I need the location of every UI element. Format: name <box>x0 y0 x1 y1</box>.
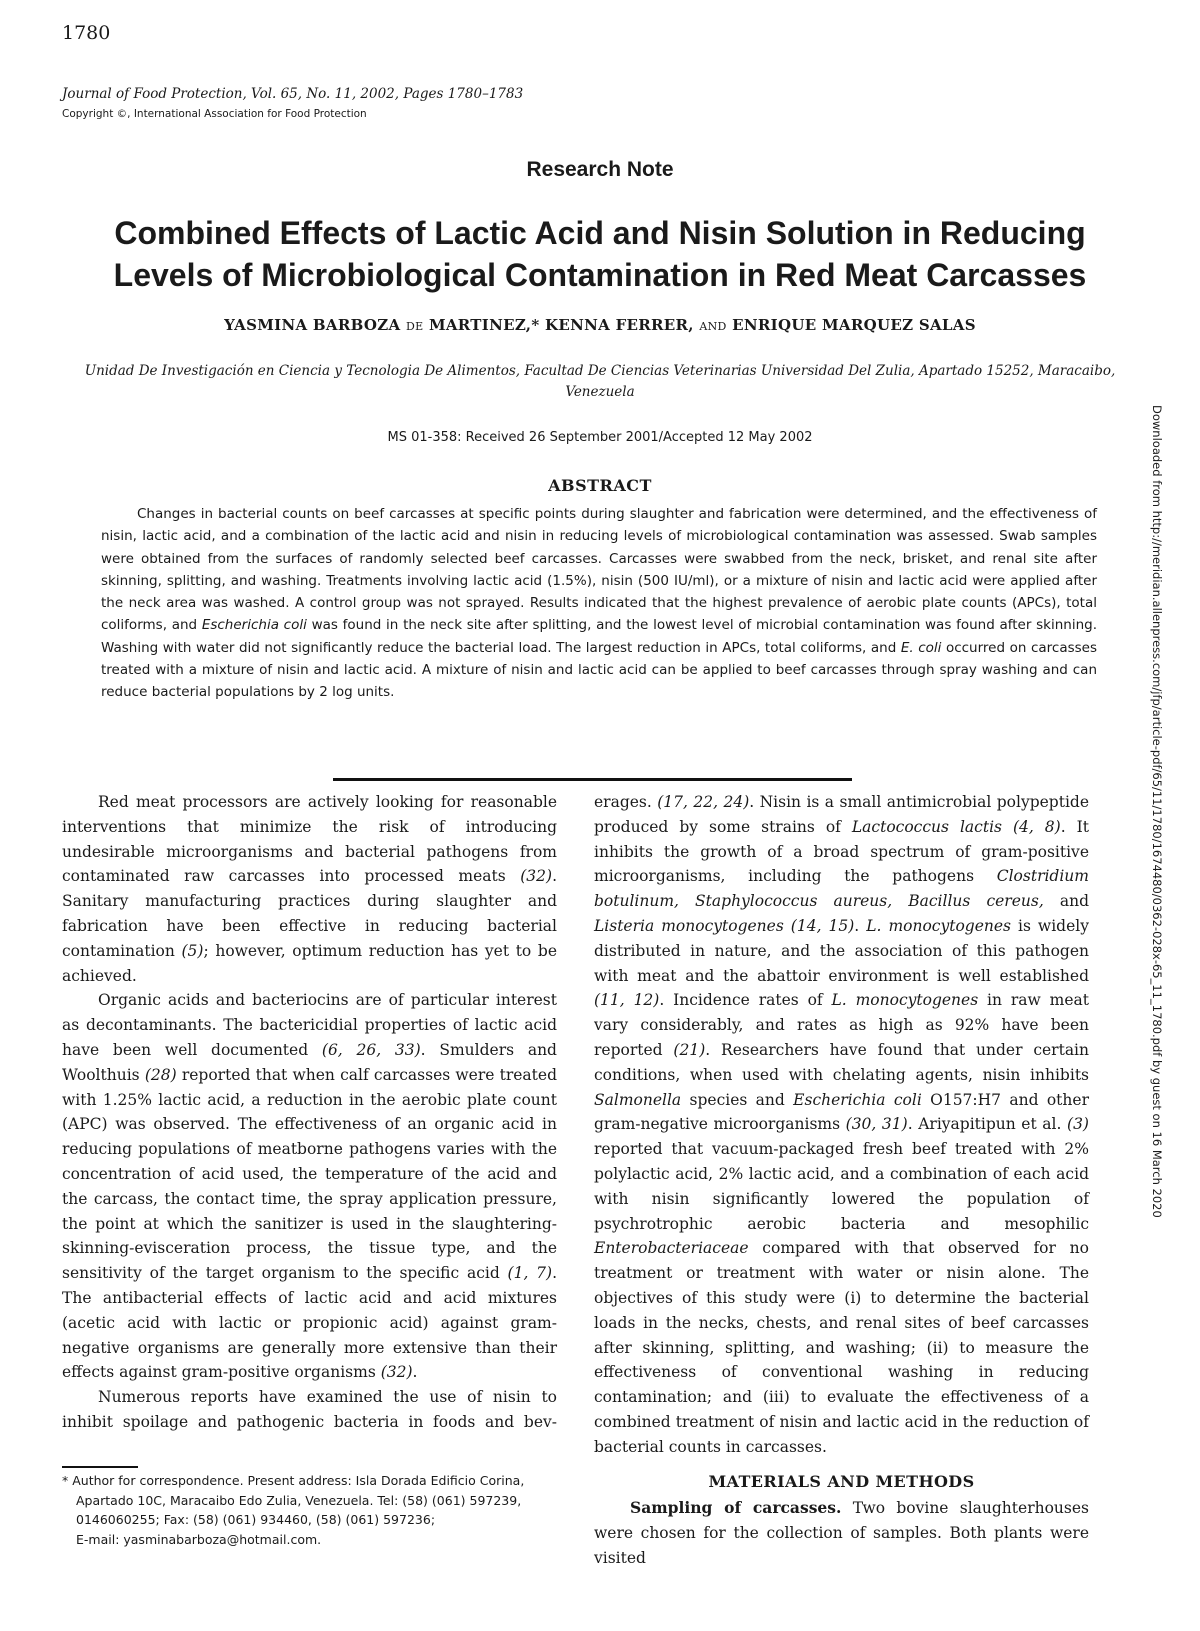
journal-citation: Journal of Food Protection, Vol. 65, No. 11, 2002, Pages 1780–1783 <box>62 86 524 102</box>
affiliation: Unidad De Investigación en Ciencia y Tecnologia De Alimentos, Facultad De Ciencias Veterinarias Universidad Del Zulia, Apartado 15252, Maracaibo, Venezuela <box>84 363 1116 400</box>
paragraph: Sampling of carcasses. Two bovine slaughterhouses were chosen for the collection of samples. Both plants were visited <box>594 1498 1089 1567</box>
abstract-divider <box>333 778 852 781</box>
body-column-left <box>62 790 557 1435</box>
abstract-species-2: E. coli <box>900 639 942 656</box>
footnote-line: Apartado 10C, Maracaibo Edo Zulia, Venezuela. Tel: (58) (061) 597239, <box>76 1492 522 1508</box>
author-list <box>40 316 1160 334</box>
manuscript-dates: MS 01-358: Received 26 September 2001/Accepted 12 May 2002 <box>387 430 813 445</box>
footnote-line: * Author for correspondence. Present address: Isla Dorada Edificio Corina, <box>62 1473 525 1488</box>
subsection-runin: Sampling of carcasses. <box>630 1498 842 1518</box>
section-type: Research Note <box>526 158 674 181</box>
page-number: 1780 <box>62 22 111 44</box>
abstract-text-2: was found in the neck site after splitting, and the lowest level of microbial contamination was found after skinning. Washing with water did not significantly reduce the bacterial load. The largest reduction in APCs, total coliforms, and <box>101 617 1098 656</box>
footnote-line: 0146060255; Fax: (58) (061) 934460, (58) (061) 597236; <box>76 1512 436 1527</box>
abstract-heading: ABSTRACT <box>548 476 652 495</box>
footnote <box>62 1471 562 1549</box>
copyright-notice: Copyright ©, International Association for Food Protection <box>62 108 367 120</box>
author-conjunction: AND <box>699 320 727 333</box>
title-line-1: Combined Effects of Lactic Acid and Nisin Solution in Reducing <box>114 215 1086 251</box>
abstract-text-3: occurred on carcasses treated with a mixture of nisin and lactic acid. A mixture of nisin and lactic acid can be applied to beef carcasses through spray washing and can reduce bacterial populations by 2 log units. <box>101 639 1098 701</box>
author-1: YASMINA BARBOZA <box>224 316 401 334</box>
body-column-right <box>594 790 1089 1571</box>
section-heading: MATERIALS AND METHODS <box>708 1471 975 1491</box>
footnote-divider <box>62 1466 138 1468</box>
title-line-2: Levels of Microbiological Contamination in Red Meat Carcasses <box>113 257 1087 293</box>
author-3: ENRIQUE MARQUEZ SALAS <box>732 316 976 334</box>
paragraph: Organic acids and bacteriocins are of particular interest as decontaminants. The bactericidial properties of lactic acid have been well documented (6, 26, 33). Smulders and Woolthuis (28) reported that when calf carcasses were treated with 1.25% lactic acid, a reduction in the aerobic plate count (APC) was observed. The effectiveness of an organic acid in reducing populations of meatborne pathogens varies with the concentration of acid used, the temperature of the acid and the carcass, the contact time, the spray application pressure, the point at which the sanitizer is used in the slaughtering-skinning-evisceration process, the tissue type, and the sensitivity of the target organism to the specific acid (1, 7). The antibacterial effects of lactic acid and acid mixtures (acetic acid with lactic or propionic acid) against gram-negative organisms are generally more extensive than their effects against gram-positive organisms (32). <box>62 991 558 1382</box>
abstract-body <box>101 503 1097 704</box>
abstract-text-1: Changes in bacterial counts on beef carcasses at specific points during slaughter and fabrication were determined, and the effectiveness of nisin, lactic acid, and a combination of the lactic acid and nisin in reducing levels of microbiological contamination was assessed. Swab samples were obtained from the surfaces of randomly selected beef carcasses. Carcasses were swabbed from the neck, brisket, and renal site after skinning, splitting, and washing. Treatments involving lactic acid (1.5%), nisin (500 IU/ml), or a mixture of nisin and lactic acid were applied after the neck area was washed. A control group was not sprayed. Results indicated that the highest prevalence of aerobic plate counts (APCs), total coliforms, and <box>101 506 1097 634</box>
author-1-surname: MARTINEZ,* <box>428 316 540 334</box>
author-2: KENNA FERRER, <box>545 316 694 334</box>
footnote-email: E-mail: yasminabarboza@hotmail.com. <box>76 1531 322 1547</box>
paragraph: erages. (17, 22, 24). Nisin is a small antimicrobial polypeptide produced by some strains of Lactococcus lactis (4, 8). It inhibits the growth of a broad spectrum of gram-positive microorganisms, including the pathogens Clostridium botulinum, Staphylococcus aureus, Bacillus cereus, and Listeria monocytogenes (14, 15). L. monocytogenes is widely distributed in nature, and the association of this pathogen with meat and the abattoir environment is well established (11, 12). Incidence rates of L. monocytogenes in raw meat vary considerably, and rates as high as 92% have been reported (21). Researchers have found that under certain conditions, when used with chelating agents, nisin inhibits Salmonella species and Escherichia coli O157:H7 and other gram-negative microorganisms (30, 31). Ariyapitipun et al. (3) reported that vacuum-packaged fresh beef treated with 2% polylactic acid, 2% lactic acid, and a combination of each acid with nisin significantly lowered the population of psychrotrophic aerobic bacteria and mesophilic Enterobacteriaceae compared with that observed for no treatment or treatment with water or nisin alone. The objectives of this study were (i) to determine the bacterial loads in the necks, chests, and renal sites of beef carcasses after skinning, splitting, and washing; (ii) to measure the effectiveness of conventional washing in reducing contamination; and (iii) to evaluate the effectiveness of a combined treatment of nisin and lactic acid in the reduction of bacterial counts in carcasses. <box>594 793 1089 1456</box>
abstract-species-1: Escherichia coli <box>201 617 307 634</box>
author-particle: DE <box>405 320 424 333</box>
article-title <box>40 212 1160 296</box>
paragraph: Red meat processors are actively looking for reasonable interventions that minimize the risk of introducing undesirable microorganisms and bacterial pathogens from contaminated raw carcasses into processed meats (32). Sanitary manufacturing practices during slaughter and fabrication have been effective in reducing bacterial contamination (5); however, optimum reduction has yet to be achieved. <box>62 793 557 985</box>
paragraph: Numerous reports have examined the use of nisin to inhibit spoilage and pathogenic bacteria in foods and bev- <box>62 1388 557 1431</box>
